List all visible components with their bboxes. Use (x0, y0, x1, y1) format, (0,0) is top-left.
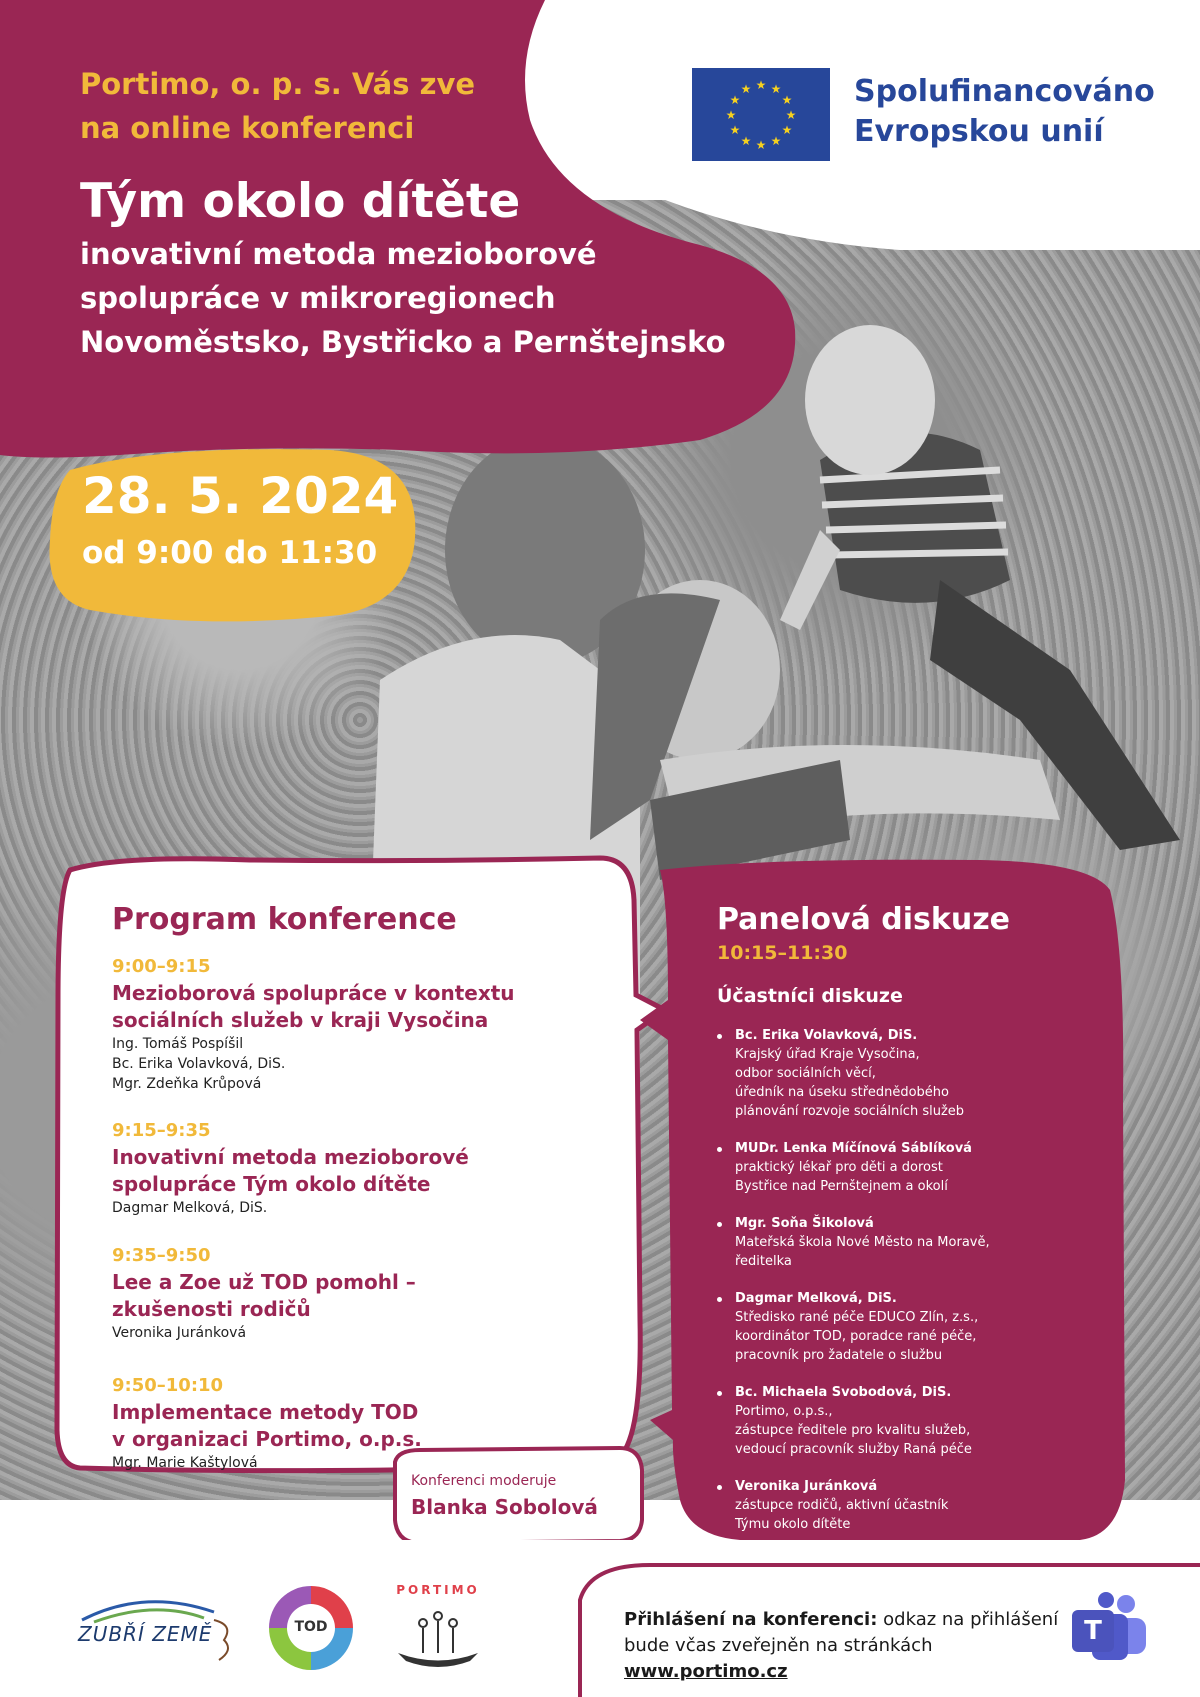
program-item-title (112, 1269, 582, 1323)
zubri-zeme-logo-text: ZUBŘÍ ZEMĚ (78, 1622, 213, 1646)
teams-letter: T (1084, 1616, 1102, 1646)
subtitle-line-2: spolupráce v mikroregionech (80, 281, 556, 315)
subtitle-line-1: inovativní metoda mezioborové (80, 237, 597, 271)
participant-name: Veronika Juránková (735, 1479, 878, 1494)
participant-role: Mateřská škola Nové Město na Moravě, ředitelka (735, 1235, 990, 1269)
svg-text:★: ★ (755, 78, 767, 92)
participant-role: zástupce rodičů, aktivní účastník Týmu okolo dítěte (735, 1498, 949, 1532)
svg-text:★: ★ (770, 134, 782, 148)
program-item (112, 1118, 582, 1218)
program-item (112, 1373, 582, 1473)
svg-text:★: ★ (729, 93, 741, 107)
svg-text:★: ★ (740, 134, 752, 148)
participant-name: MUDr. Lenka Míčínová Sáblíková (735, 1141, 972, 1156)
panel-participant (717, 1139, 1027, 1196)
speaker-name: Mgr. Marie Kaštylová (112, 1455, 258, 1471)
invitation-intro (80, 62, 500, 150)
bullet-icon (717, 1391, 722, 1396)
portimo-logo-text: PORTIMO (396, 1583, 480, 1597)
program-title-line: Mezioborová spolupráce v kontextu (112, 981, 515, 1005)
bullet-icon (717, 1222, 722, 1227)
portimo-website-link[interactable]: www.portimo.cz (624, 1661, 788, 1682)
panel-participant (717, 1214, 1027, 1271)
ms-teams-icon (1070, 1590, 1150, 1670)
eu-line-2: Evropskou unií (854, 114, 1104, 149)
tod-logo (266, 1583, 356, 1673)
bullet-icon (717, 1485, 722, 1490)
tod-logo-text: TOD (294, 1619, 328, 1635)
conference-subtitle (80, 232, 780, 364)
participant-name: Bc. Michaela Svobodová, DiS. (735, 1385, 952, 1400)
program-item-time: 9:50–10:10 (112, 1375, 224, 1396)
panel-participant (717, 1383, 1027, 1459)
panel-participant (717, 1289, 1027, 1365)
speaker-name: Bc. Erika Volavková, DiS. (112, 1056, 286, 1072)
portimo-logo (388, 1583, 488, 1673)
panel-participant (717, 1477, 1027, 1534)
panel-heading: Panelová diskuze (717, 902, 1010, 937)
intro-line-1: Portimo, o. p. s. Vás zve (80, 67, 476, 101)
svg-text:★: ★ (781, 93, 793, 107)
speaker-name: Dagmar Melková, DiS. (112, 1200, 268, 1216)
conference-title: Tým okolo dítěte (80, 174, 521, 229)
event-date: 28. 5. 2024 (82, 467, 399, 525)
panel-participant (717, 1026, 1027, 1121)
event-time: od 9:00 do 11:30 (82, 535, 378, 571)
participant-role: Středisko rané péče EDUCO Zlín, z.s., koordinátor TOD, poradce rané péče, pracovník pro žadatele o službu (735, 1310, 979, 1363)
program-item (112, 954, 582, 1094)
program-item-title (112, 1399, 582, 1453)
program-title-line: spolupráce Tým okolo dítěte (112, 1172, 431, 1196)
program-item-speakers (112, 1453, 582, 1473)
program-title-line: Inovativní metoda mezioborové (112, 1145, 469, 1169)
program-title-line: zkušenosti rodičů (112, 1297, 311, 1321)
bullet-icon (717, 1297, 722, 1302)
bullet-icon (717, 1147, 722, 1152)
svg-text:★: ★ (770, 82, 782, 96)
svg-text:★: ★ (740, 82, 752, 96)
zubri-zeme-logo (74, 1590, 244, 1670)
participant-name: Bc. Erika Volavková, DiS. (735, 1028, 918, 1043)
speaker-name: Mgr. Zdeňka Krůpová (112, 1076, 262, 1092)
program-item-speakers (112, 1323, 582, 1343)
participant-role: praktický lékař pro děti a dorost Bystřice nad Pernštejnem a okolí (735, 1160, 948, 1194)
program-item-time: 9:15–9:35 (112, 1120, 211, 1141)
program-title-line: sociálních služeb v kraji Vysočina (112, 1008, 489, 1032)
participants-heading: Účastníci diskuze (717, 985, 903, 1007)
program-title-line: Lee a Zoe už TOD pomohl – (112, 1270, 416, 1294)
eu-cofinanced-label (854, 72, 1184, 152)
speaker-name: Veronika Juránková (112, 1325, 247, 1341)
program-item-speakers (112, 1034, 582, 1094)
program-item-time: 9:35–9:50 (112, 1245, 211, 1266)
program-item-title (112, 1144, 582, 1198)
svg-text:★: ★ (755, 138, 767, 152)
svg-text:★: ★ (781, 123, 793, 137)
participant-role: Krajský úřad Kraje Vysočina, odbor sociálních věcí, úředník na úseku střednědobého plánování rozvoje sociálních služeb (735, 1047, 965, 1119)
svg-text:★: ★ (725, 108, 737, 122)
program-item-speakers (112, 1198, 582, 1218)
registration-info (624, 1607, 1064, 1685)
moderator-name: Blanka Sobolová (411, 1495, 598, 1519)
participant-name: Mgr. Soňa Šikolová (735, 1216, 874, 1231)
participant-name: Dagmar Melková, DiS. (735, 1291, 897, 1306)
program-item-time: 9:00–9:15 (112, 956, 211, 977)
participant-role: Portimo, o.p.s., zástupce ředitele pro kvalitu služeb, vedoucí pracovník služby Raná péče (735, 1404, 972, 1457)
registration-label: Přihlášení na konferenci: (624, 1609, 878, 1630)
moderator-label: Konferenci moderuje (411, 1473, 557, 1489)
eu-flag-icon (692, 68, 830, 161)
speaker-name: Ing. Tomáš Pospíšil (112, 1036, 244, 1052)
program-item (112, 1243, 582, 1343)
program-title-line: v organizaci Portimo, o.p.s. (112, 1427, 422, 1451)
intro-line-2: na online konferenci (80, 111, 415, 145)
registration-text: odkaz na přihlášení bude včas zveřejněn na stránkách (624, 1609, 1059, 1656)
subtitle-line-3: Novoměstsko, Bystřicko a Pernštejnsko (80, 325, 726, 359)
program-item-title (112, 980, 582, 1034)
panel-time: 10:15–11:30 (717, 942, 848, 964)
svg-text:★: ★ (729, 123, 741, 137)
program-title-line: Implementace metody TOD (112, 1400, 419, 1424)
eu-line-1: Spolufinancováno (854, 74, 1155, 109)
bullet-icon (717, 1034, 722, 1039)
program-heading: Program konference (112, 902, 457, 937)
svg-text:★: ★ (785, 108, 797, 122)
